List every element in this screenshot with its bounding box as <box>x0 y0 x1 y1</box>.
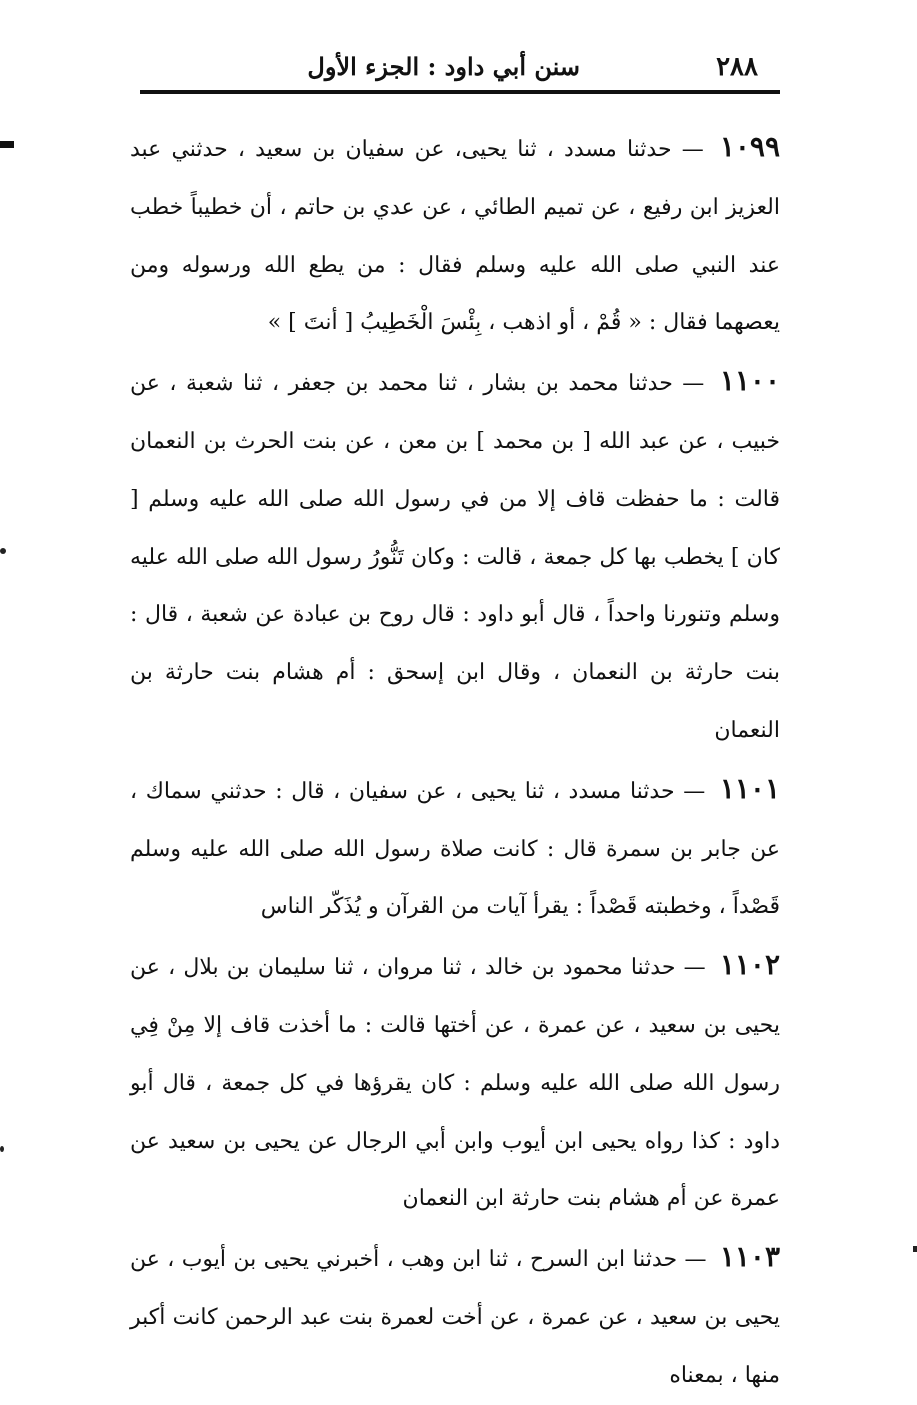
running-title: سنن أبي داود : الجزء الأول <box>307 52 580 81</box>
hadith-text: — حدثنا ابن السرح ، ثنا ابن وهب ، أخبرني يحيى بن أيوب ، عن يحيى بن سعيد ، عن عمرة ، عن أخت لعمرة بنت عبد الرحمن كانت أكبر منها ، بمعناه <box>130 1247 780 1388</box>
page-body <box>130 118 780 1405</box>
hadith-paragraph-1099 <box>130 118 780 352</box>
hadith-paragraph-1101 <box>130 760 780 936</box>
hadith-number: ١١٠٣ <box>719 1240 780 1274</box>
hadith-text: — حدثنا محمد بن بشار ، ثنا محمد بن جعفر ، ثنا شعبة ، عن خبيب ، عن عبد الله [ بن محمد ] بن معن ، عن بنت الحرث بن النعمان قالت : ما حفظت قاف إلا من في رسول الله صلى الله عليه وسلم [ كان ] يخطب بها كل جمعة ، قالت : وكان تَنُّورُ رسول الله صلى الله عليه وسلم وتنورنا واحداً ، قال أبو داود : قال روح بن عبادة عن شعبة ، قال : بنت حارثة بن النعمان ، وقال ابن إسحق : أم هشام بنت حارثة بن النعمان <box>130 371 780 743</box>
hadith-number: ١١٠٢ <box>719 948 780 982</box>
page-number: ٢٨٨ <box>716 52 758 82</box>
hadith-number: ١١٠٠ <box>719 364 780 398</box>
margin-dot <box>0 1146 4 1152</box>
hadith-text: — حدثنا مسدد ، ثنا يحيى، عن سفيان بن سعيد ، حدثني عبد العزيز ابن رفيع ، عن تميم الطائي ، عن عدي بن حاتم ، أن خطيباً خطب عند النبي صلى الله عليه وسلم فقال : من يطع الله ورسوله ومن يعصهما فقال : « قُمْ ، أو اذهب ، بِئْسَ الْخَطِيبُ [ أنتَ ] » <box>130 137 780 336</box>
margin-dot <box>0 548 6 554</box>
margin-mark <box>0 141 14 148</box>
hadith-paragraph-1100 <box>130 352 780 760</box>
hadith-text: — حدثنا محمود بن خالد ، ثنا مروان ، ثنا سليمان بن بلال ، عن يحيى بن سعيد ، عن عمرة ، عن أختها قالت : ما أخذت قاف إلا مِنْ فِي رسول الله صلى الله عليه وسلم : كان يقرؤها في كل جمعة ، قال أبو داود : كذا رواه يحيى ابن أيوب وابن أبي الرجال عن يحيى بن سعيد عن عمرة عن أم هشام بنت حارثة ابن النعمان <box>130 955 780 1212</box>
header-rule <box>140 90 780 94</box>
hadith-text: — حدثنا مسدد ، ثنا يحيى ، عن سفيان ، قال : حدثني سماك ، عن جابر بن سمرة قال : كانت صلاة رسول الله صلى الله عليه وسلم قَصْداً ، وخطبته قَصْداً : يقرأ آيات من القرآن و يُذَكّر الناس <box>130 778 780 920</box>
page-header <box>140 38 780 88</box>
hadith-number: ١١٠١ <box>719 771 780 805</box>
margin-mark <box>913 1246 917 1252</box>
hadith-paragraph-1103 <box>130 1228 780 1404</box>
hadith-paragraph-1102 <box>130 936 780 1228</box>
hadith-number: ١٠٩٩ <box>719 130 780 163</box>
